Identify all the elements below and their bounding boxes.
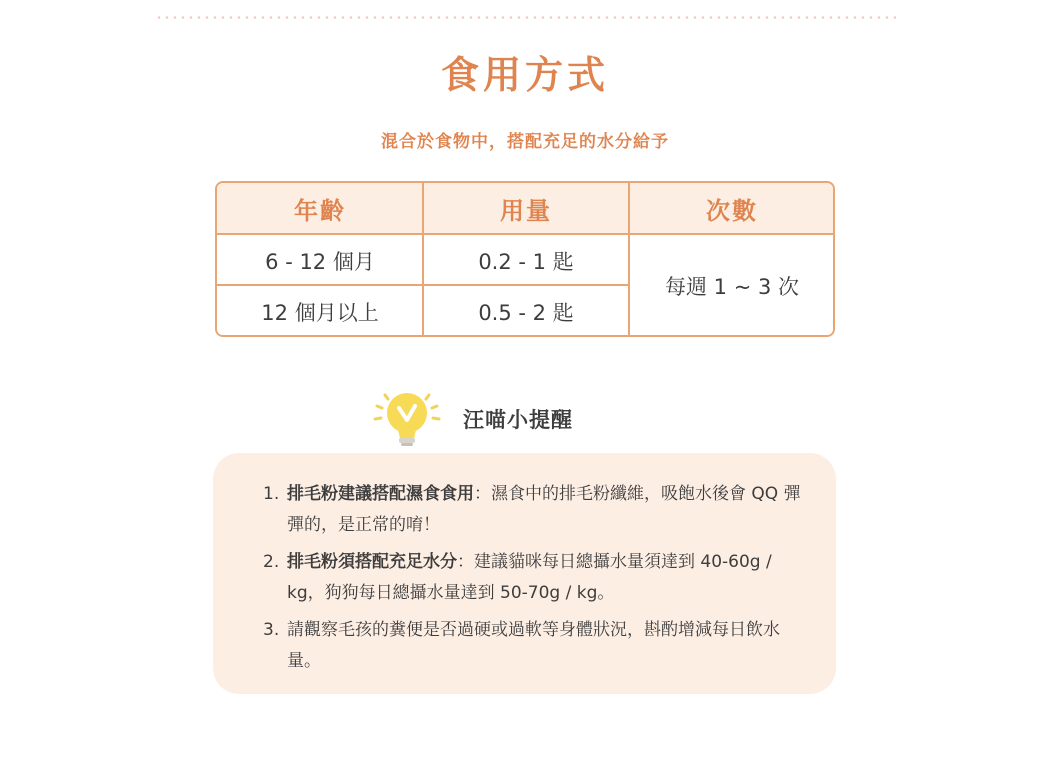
tip-item-1 <box>263 479 803 541</box>
tip-item-3 <box>263 615 803 677</box>
dotted-divider <box>155 16 897 19</box>
cell-amount-row2: 0.5 - 2 匙 <box>423 286 629 337</box>
tips-list <box>263 479 803 683</box>
cell-age-row1: 6 - 12 個月 <box>217 235 423 286</box>
header-age: 年齡 <box>217 183 423 235</box>
tip-text: 請觀察毛孩的糞便是否過硬或過軟等身體狀況，斟酌增減每日飲水量。 <box>287 620 780 671</box>
tip-text: ：建議貓咪每日總攝水量須達到 40-60g / kg，狗狗每日總攝水量達到 50-70g / kg。 <box>287 552 772 603</box>
tip-number: 1. <box>263 484 280 504</box>
header-frequency: 次數 <box>629 183 835 235</box>
tips-title: 汪喵小提醒 <box>463 408 573 432</box>
cell-amount-row1: 0.2 - 1 匙 <box>423 235 629 286</box>
tip-bold-text: 排毛粉須搭配充足水分 <box>287 552 457 572</box>
tip-bold-text: 排毛粉建議搭配濕食食用 <box>287 484 474 504</box>
cell-age-row2: 12 個月以上 <box>217 286 423 337</box>
header-amount: 用量 <box>423 183 629 235</box>
page-subtitle: 混合於食物中，搭配充足的水分給予 <box>381 132 669 152</box>
page-title: 食用方式 <box>440 53 609 97</box>
column-divider-1 <box>422 183 424 337</box>
cell-frequency: 每週 1 ~ 3 次 <box>629 235 835 337</box>
tip-item-2 <box>263 547 803 609</box>
tips-box <box>213 453 836 694</box>
dosage-table <box>215 181 835 337</box>
tip-number: 2. <box>263 552 280 572</box>
tip-number: 3. <box>263 620 280 640</box>
tip-text: ：濕食中的排毛粉纖維，吸飽水後會 QQ 彈彈的，是正常的唷！ <box>287 484 801 535</box>
column-divider-2 <box>628 183 630 337</box>
lightbulb-icon <box>367 386 453 452</box>
tips-heading <box>367 388 573 450</box>
